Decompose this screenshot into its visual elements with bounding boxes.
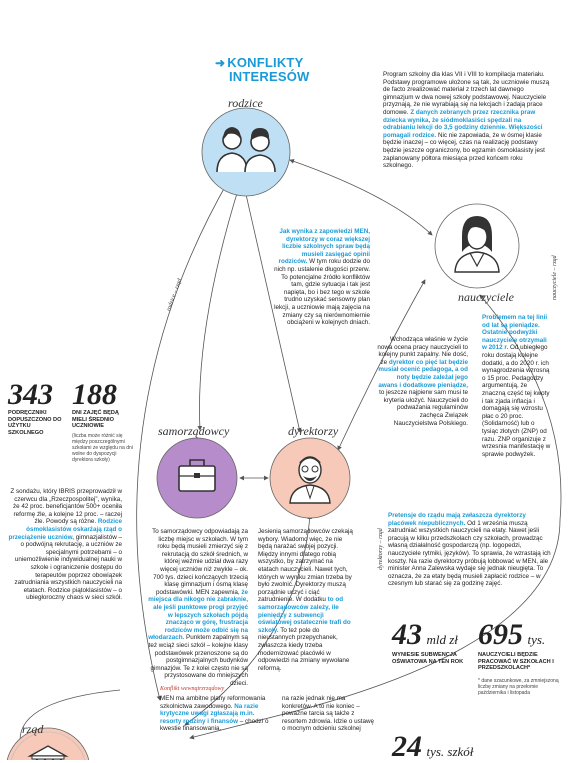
edge-parents-teachers	[290, 160, 432, 235]
diagram-title: ➜ KONFLIKTY INTERESÓW	[215, 55, 310, 84]
text-localgov-parents: To samorządowcy odpowiadają za liczbę miejsc w szkołach. W tym roku będą musieli zmierzyć się z rekrutacją do szkół średnich, w której weźmie udział dwa razy więcej uczniów niż zwykle – ok. 700 tys. dzieci kończących trzecią klasę gimnazjum i ósmą klasę podstawówki. MEN zapewnia, że miejsca dla nikogo nie zabraknie, ale jeśli punktowe progi przyjęć w lepszych szkołach pójdą znacząco w górę, frustracja rodziców może odbić się na włodarzach. Punktem zapalnym są też wciąż sieci szkół – kolejne klasy podstawówek przenoszone są do postgimnazjalnych budynków gimnazjów. Te z kolei często nie są przystosowane do mniejszych dzieci.	[148, 528, 248, 687]
text-directors-government: Pretensje do rządu mają zwłaszcza dyrektorzy placówek niepublicznych. Od 1 września muszą zatrudniać wszystkich nauczycieli na etaty. Nawet jeśli pracują w kilku przedszkolach czy szkołach, prowadząc własną działalność gospodarczą (np. logopedzi, nauczyciele rytmiki, języków). To sprawia, że wzrastają ich koszty. Na razie dyrektorzy próbują lobbować w MEN, ale minister Anna Zalewska wydaje się jednak nieugięta. To oznacza, że za etaty będą musieli zapłacić rodzice – w czesnym lub starać się za godzinę zajęć.	[388, 512, 551, 588]
label-localgov: samorządowcy	[158, 424, 230, 438]
text-internal-conflict-cont: na razie jednak nie ma konkretów. A to nie koniec – poważne tarcia są także z resortem zdrowia. Idzie o ustawę o mocnym odcieniu szkolnej	[282, 695, 375, 733]
stat-school-days: 188 DNI ZAJĘĆ BĘDĄ MIELI ŚREDNIO UCZNIOWIE (liczba może różnić się między poszczególnymi szkołami ze względu na dni wolne do dyspozycji dyrektora szkoły)	[72, 378, 133, 463]
text-parents-directors: Jak wynika z zapowiedzi MEN, dyrektorzy w coraz większej liczbie szkolnych spraw będą musieli zasięgać opinii rodziców. W tym roku dodzie do nich np. ustalenie długości przerw. To potencjalne źródło konfliktów tam, gdzie sytuacja i tak jest napięta, bo i bez tego w szkole trudno uzyskać sensowny plan lekcji, a uczniowie mają zajęcia na zmiany czy są nierównomiernie obciążeni w kolejnych dniach.	[274, 228, 370, 327]
label-parents: rodzice	[228, 96, 263, 110]
text-teachers-government: Problemem na tej linii od lat są pieniądze. Ostatnie podwyżki nauczyciele otrzymali w 2012 r. Od ubiegłego roku dostają kolejne dodatki, a do 2020 r. ich wynagrodzenia wzrosną o 15 proc. Pedagodzy argumentują, że znaczną część tej kwoty i tak zjada inflacja i domagają się wzrostu płac o 20 proc. (Solidarność) lub o tysiąc złotych (ZNP) od razu. ZNP organizuje z wrzesnia manifestację w sprawie podwyżek.	[482, 314, 551, 458]
label-teachers: nauczyciele	[458, 290, 514, 304]
edge-parents-localgov	[199, 190, 238, 430]
title-arrow-icon: ➜	[215, 56, 226, 70]
text-internal-conflict: MEN ma ambitne plany reformowania szkolnictwa zawodowego. Na razie krytyczne uwagi zgłaszają m.in. resorty rodziny i finansów – chodzi o kwestie finansowania.	[160, 695, 269, 733]
text-parents-teachers: Program szkolny dla klas VII i VIII to kompilacja materiału. Podstawy programowe ułożone są tak, że uczniowie muszą de facto zrealizować materiał z trzech lat dawnego gimnazjum w dwa nowej szkoły podstawowej. Nauczyciele przyznają, że nie wyrabiają się na lekcjach i zadają prace domowe. Z danych zebranych przez rzecznika praw dziecka wynika, że siódmoklasiści spędzali na odrabianiu lekcji do 3,5 godziny dziennie. Większości pomagali rodzice. Nic nie zapowiada, że w ósmej klasie będzie inaczej – co więcej, czas na realizację podstawy będzie jeszcze ograniczony, bo egzamin ósmoklasisty jest zaplanowany półtora miesiąca przed końcem roku szkolnego.	[383, 71, 550, 170]
label-directors: dyrektorzy	[288, 424, 339, 438]
edge-label-directors-gov: dyrektorzy – rząd	[378, 528, 384, 570]
text-teachers-directors: Wchodząca właśnie w życie nowa ocena pracy nauczycieli to kolejny punkt zapalny. Nie dość, że dyrektor co pięć lat będzie musiał ocenić pedagoga, a od noty będzie zależał jego awans i dodatkowe pieniądze, to jeszcze najpierw sam musi te kryteria ułożyć. Nauczycieli do podważania regulaminów zachęca Związek Nauczycielstwa Polskiego.	[377, 336, 468, 427]
edge-label-teachers-gov: nauczyciele – rząd	[552, 255, 558, 300]
node-parents-circle	[202, 108, 290, 196]
stat-textbooks: 343 PODRĘCZNIKI DOPUSZCZONO DO UŻYTKU SZKOLNEGO	[8, 378, 62, 436]
edge-label-parents-gov: rodzice – rząd	[166, 277, 184, 313]
stat-teachers: 695 tys. NAUCZYCIELI BĘDZIE PRACOWAĆ W SZKOŁACH I PRZEDSZKOLACH* * dane szacunkowe, za zmniejszoną liczbę zmiany na przełomie października i listopada	[478, 618, 559, 696]
text-parents-government: Z sondażu, który IBRIS przeprowadził w czerwcu dla „Rzeczpospolitej”, wynika, że 42 proc. beneficjantów 500+ oceniła reformę źle, a kolejne 12 proc. – raczej źle. Powody są różne. Rodzice ósmoklasistów oskarżają rząd o przeciążenie uczniów, gimnazjalistów – o podwójną rekrutację, a uczniów ze specjalnymi potrzebami – o uniemożliwienie indywidualnej nauki w szkole i ograniczenie dostępu do terapeutów poprzez obowiązek zatrudniania wszystkich nauczycieli na etatach. Rodzice piątoklasistów – o ubiegłoroczny chaos w sieci szkół.	[8, 488, 122, 602]
text-localgov-directors: Jesienią samorządowców czekają wybory. Wiadomo więc, że nie będą narażać swojej pozycji. Między innymi dlatego robią wszystko, by zatrzymać na etatach nauczycieli. Nawet tych, których w wyniku zmian trzeba by było zwolnić. Dyrektorzy muszą porządnie uczyć i ciąć zatrudnienie. W dodatku to od samorządowców zależy, ile pieniędzy z subwencji oświatowej ostatecznie trafi do szkoły. To też pole do nieustannych przepychanek, zwłaszcza kiedy trzeba modernizować placówki w odpowiedzi na zmiany wywołane reformą.	[258, 528, 353, 672]
stat-schools: 24 tys. szkół	[392, 730, 474, 763]
stat-subsidy: 43 mld zł WYNIESIE SUBWENCJA OŚWIATOWA NA TEN ROK	[392, 618, 464, 665]
label-government: rząd	[22, 722, 44, 736]
bottom-tag: Konflikt wewnątrzrządowy	[160, 686, 225, 692]
